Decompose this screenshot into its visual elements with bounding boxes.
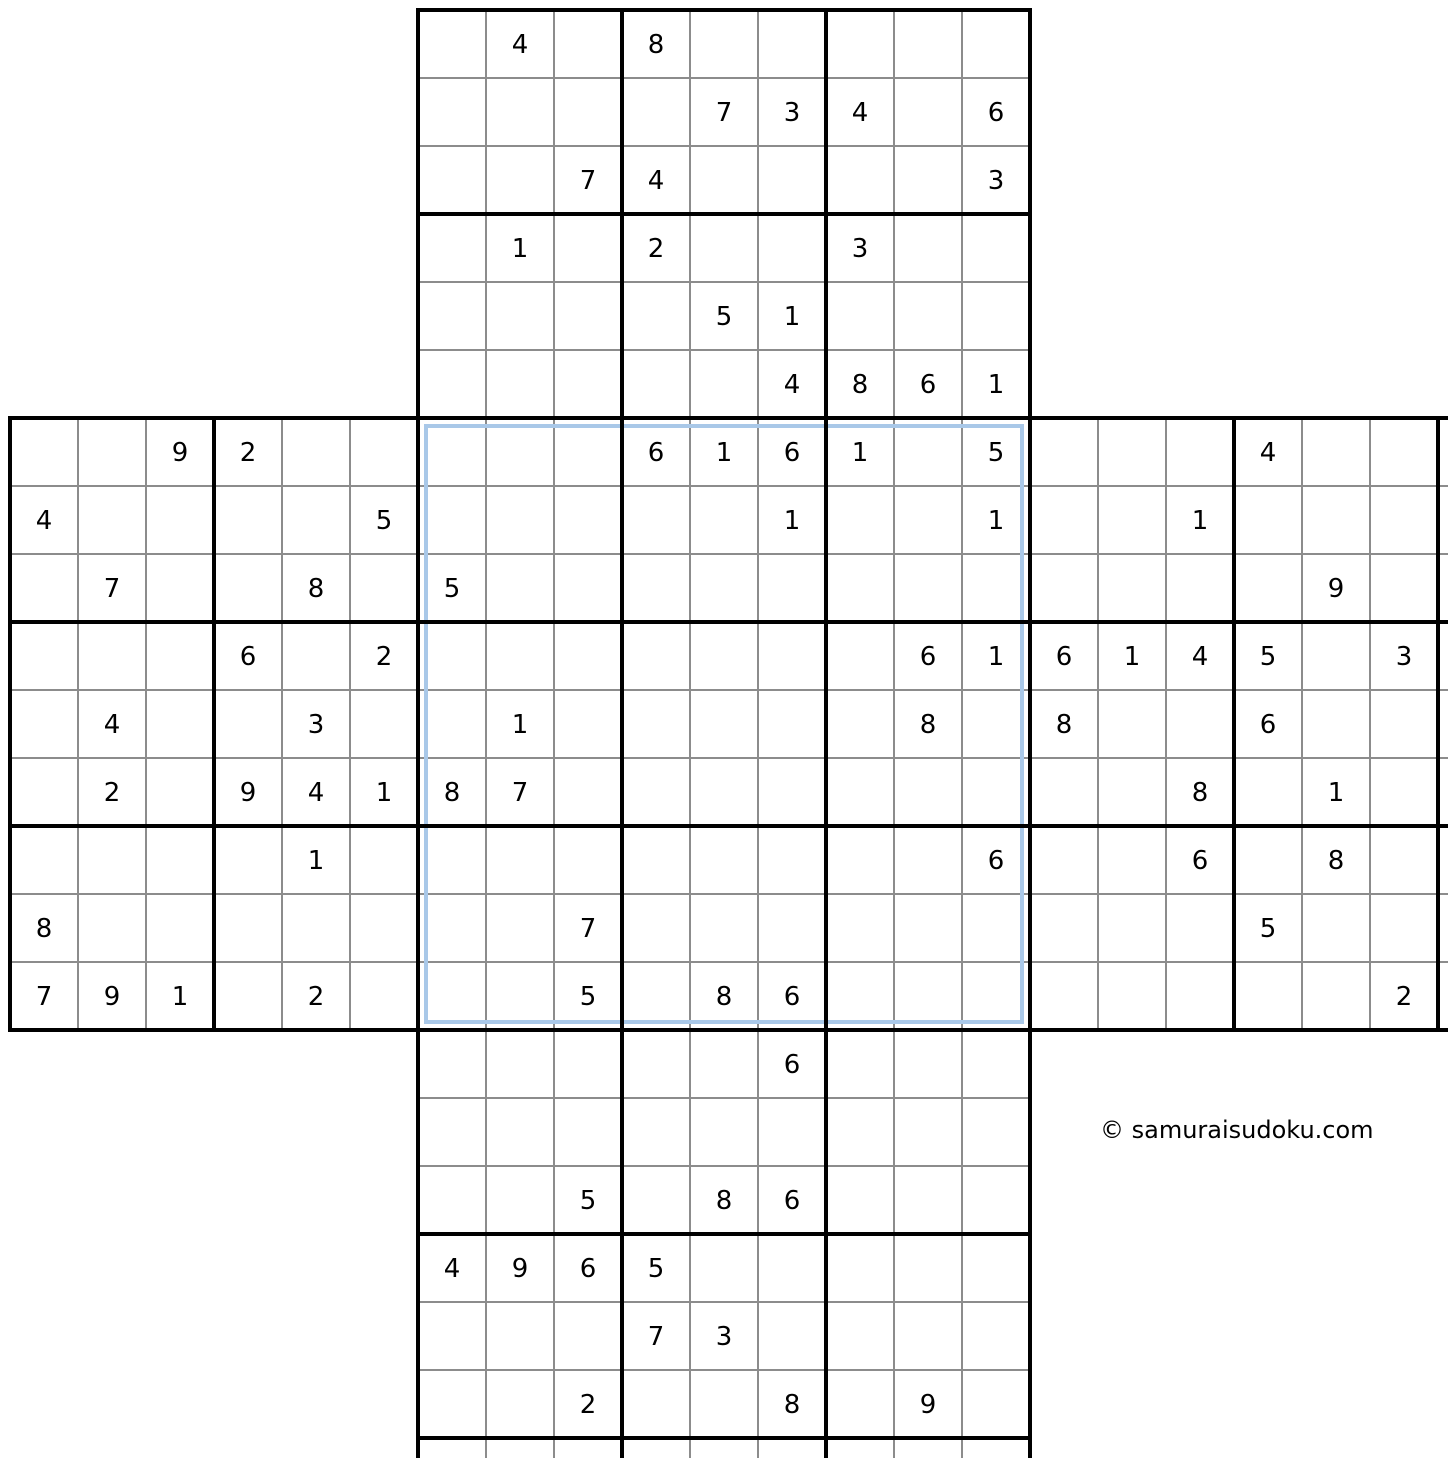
- given-digit: 8: [783, 1390, 801, 1420]
- given-digit: 3: [851, 234, 869, 264]
- given-digit: 6: [987, 846, 1005, 876]
- given-digit: 6: [987, 98, 1005, 128]
- given-digit: 6: [239, 642, 257, 672]
- given-digit: 1: [987, 370, 1005, 400]
- given-digit: 1: [511, 710, 529, 740]
- cell-numbers: [36, 30, 1448, 1458]
- given-digit: 8: [715, 1186, 733, 1216]
- given-digit: 1: [1123, 642, 1141, 672]
- given-digit: 1: [375, 778, 393, 808]
- given-digit: 6: [783, 438, 801, 468]
- given-digit: 6: [579, 1254, 597, 1284]
- given-digit: 2: [375, 642, 393, 672]
- given-digit: 1: [511, 234, 529, 264]
- given-digit: 6: [783, 1186, 801, 1216]
- given-digit: 7: [579, 166, 597, 196]
- given-digit: 6: [647, 438, 665, 468]
- given-digit: 5: [579, 1186, 597, 1216]
- given-digit: 2: [239, 438, 257, 468]
- given-digit: 6: [783, 1050, 801, 1080]
- given-digit: 1: [987, 506, 1005, 536]
- given-digit: 5: [579, 982, 597, 1012]
- given-digit: 7: [103, 574, 121, 604]
- given-digit: 8: [443, 778, 461, 808]
- given-digit: 4: [647, 166, 665, 196]
- given-digit: 8: [1191, 778, 1209, 808]
- given-digit: 3: [987, 166, 1005, 196]
- given-digit: 2: [307, 982, 325, 1012]
- given-digit: 5: [1259, 642, 1277, 672]
- given-digit: 8: [647, 30, 665, 60]
- given-digit: 8: [919, 710, 937, 740]
- given-digit: 4: [1259, 438, 1277, 468]
- given-digit: 8: [307, 574, 325, 604]
- given-digit: 2: [647, 234, 665, 264]
- given-digit: 1: [171, 982, 189, 1012]
- given-digit: 5: [715, 302, 733, 332]
- given-digit: 1: [715, 438, 733, 468]
- given-digit: 9: [1327, 574, 1345, 604]
- given-digit: 4: [1191, 642, 1209, 672]
- given-digit: 6: [1191, 846, 1209, 876]
- given-digit: 5: [1259, 914, 1277, 944]
- given-digit: 4: [307, 778, 325, 808]
- given-digit: 9: [239, 778, 257, 808]
- given-digit: 3: [783, 98, 801, 128]
- given-digit: 5: [647, 1254, 665, 1284]
- given-digit: 5: [375, 506, 393, 536]
- given-digit: 4: [103, 710, 121, 740]
- given-digit: 1: [1191, 506, 1209, 536]
- box-borders: [10, 10, 1448, 1458]
- given-digit: 9: [919, 1390, 937, 1420]
- given-digit: 7: [647, 1322, 665, 1352]
- given-digit: 3: [715, 1322, 733, 1352]
- given-digit: 8: [1327, 846, 1345, 876]
- given-digit: 4: [511, 30, 529, 60]
- given-digit: 6: [783, 982, 801, 1012]
- given-digit: 3: [1395, 642, 1413, 672]
- copyright-notice: © samuraisudoku.com: [1100, 1116, 1374, 1144]
- given-digit: 2: [579, 1390, 597, 1420]
- given-digit: 7: [511, 778, 529, 808]
- given-digit: 4: [35, 506, 53, 536]
- given-digit: 4: [783, 370, 801, 400]
- given-digit: 6: [919, 642, 937, 672]
- given-digit: 4: [443, 1254, 461, 1284]
- given-digit: 9: [103, 982, 121, 1012]
- given-digit: 1: [851, 438, 869, 468]
- given-digit: 8: [35, 914, 53, 944]
- given-digit: 9: [171, 438, 189, 468]
- given-digit: 3: [307, 710, 325, 740]
- given-digit: 4: [851, 98, 869, 128]
- given-digit: 1: [1327, 778, 1345, 808]
- given-digit: 7: [579, 914, 597, 944]
- given-digit: 6: [919, 370, 937, 400]
- given-digit: 8: [851, 370, 869, 400]
- given-digit: 1: [987, 642, 1005, 672]
- given-digit: 7: [715, 98, 733, 128]
- given-digit: 8: [1055, 710, 1073, 740]
- given-digit: 5: [443, 574, 461, 604]
- given-digit: 6: [1055, 642, 1073, 672]
- given-digit: 6: [1259, 710, 1277, 740]
- given-digit: 9: [511, 1254, 529, 1284]
- given-digit: 5: [987, 438, 1005, 468]
- given-digit: 1: [307, 846, 325, 876]
- given-digit: 1: [783, 302, 801, 332]
- given-digit: 2: [1395, 982, 1413, 1012]
- given-digit: 1: [783, 506, 801, 536]
- given-digit: 2: [103, 778, 121, 808]
- given-digit: 7: [35, 982, 53, 1012]
- given-digit: 8: [715, 982, 733, 1012]
